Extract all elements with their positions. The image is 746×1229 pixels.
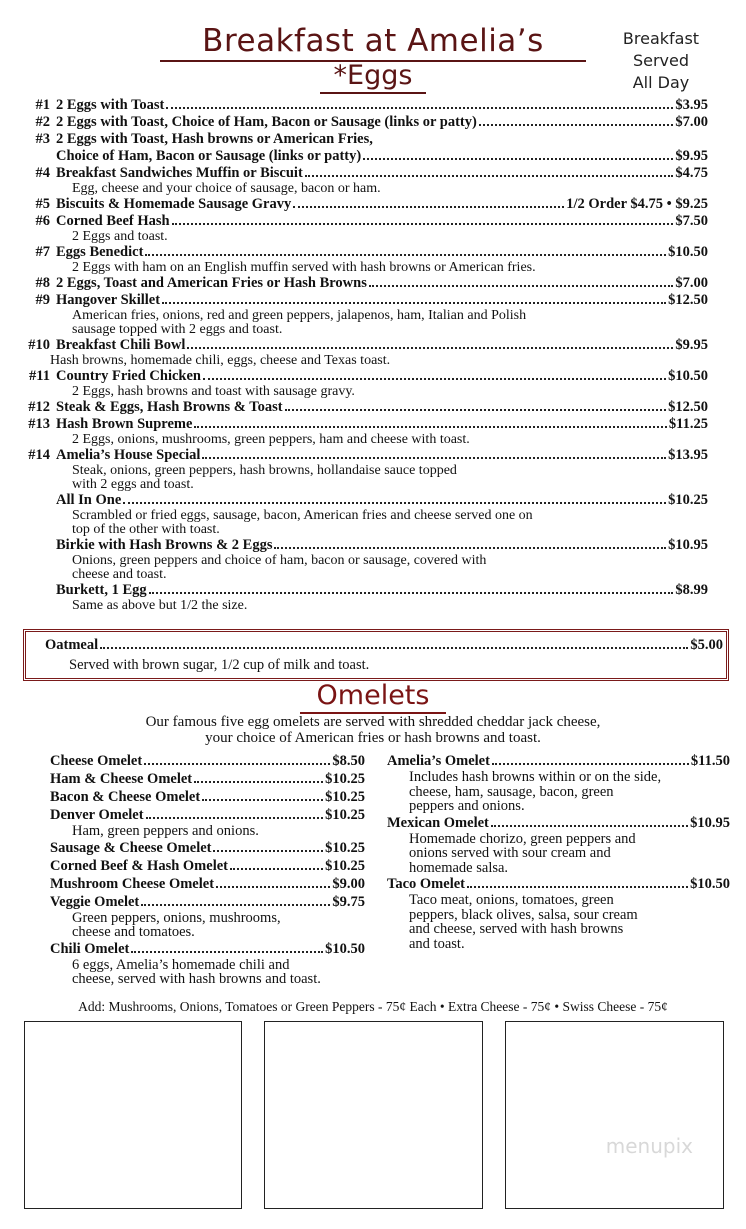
menu-item	[16, 148, 708, 165]
dot-leader	[467, 886, 688, 888]
item-name: 2 Eggs with Toast, Hash browns or American Fries,	[56, 131, 373, 147]
menu-item	[50, 752, 365, 770]
item-price: $8.99	[675, 582, 708, 598]
item-name: 2 Eggs with Toast, Choice of Ham, Bacon or Sausage (links or patty)	[56, 114, 477, 130]
dot-leader	[162, 302, 666, 304]
dot-leader	[194, 781, 323, 783]
served-all-day-note	[606, 28, 716, 94]
item-name: Amelia’s House Special	[56, 447, 201, 463]
menu-item	[387, 814, 730, 832]
omelets-right-column	[387, 752, 730, 951]
dot-leader	[194, 426, 666, 428]
item-description: sausage topped with 2 eggs and toast.	[72, 322, 283, 337]
menu-item	[16, 196, 708, 213]
dot-leader	[187, 347, 673, 349]
item-price: $10.25	[668, 492, 708, 508]
item-description: 2 Eggs, hash browns and toast with sausage gravy.	[72, 384, 355, 399]
item-price: $10.95	[668, 537, 708, 553]
image-placeholder	[24, 1021, 242, 1209]
dot-leader	[293, 206, 564, 208]
image-placeholder	[505, 1021, 724, 1209]
dot-leader	[141, 904, 330, 906]
item-name: Chili Omelet	[50, 940, 130, 957]
item-name: Birkie with Hash Browns & 2 Eggs	[56, 537, 273, 553]
item-name: Hangover Skillet	[56, 292, 161, 308]
item-price: $13.95	[668, 447, 708, 463]
dot-leader	[149, 592, 674, 594]
item-number: #3	[35, 131, 50, 147]
menu-item	[50, 857, 365, 875]
served-line: Served	[632, 51, 690, 70]
intro-line: your choice of American fries or hash browns and toast.	[205, 730, 541, 746]
item-name: Breakfast Sandwiches Muffin or Biscuit	[56, 165, 303, 181]
item-price: $9.95	[675, 337, 708, 353]
item-description: cheese and toast.	[72, 567, 167, 582]
item-description: and toast.	[409, 935, 465, 952]
item-name: Biscuits & Homemade Sausage Gravy	[56, 196, 292, 212]
menu-item	[29, 637, 723, 654]
item-description: Homemade chorizo, green peppers and	[409, 830, 636, 847]
menu-item	[16, 537, 708, 554]
item-name: 2 Eggs, Toast and American Fries or Hash Browns	[56, 275, 367, 291]
item-description: Egg, cheese and your choice of sausage, bacon or ham.	[72, 181, 381, 196]
dot-leader	[213, 850, 323, 852]
item-name: Steak & Eggs, Hash Browns & Toast	[56, 399, 283, 415]
item-price: $7.00	[675, 275, 708, 291]
menu-item	[50, 770, 365, 788]
intro-line: Our famous five egg omelets are served with shredded cheddar jack cheese,	[145, 714, 601, 730]
item-description: cheese, ham, sausage, bacon, green	[409, 783, 614, 800]
item-description: homemade salsa.	[409, 859, 509, 876]
item-price: $7.00	[675, 114, 708, 130]
item-name: Mushroom Cheese Omelet	[50, 875, 215, 892]
item-description: 2 Eggs, onions, mushrooms, green peppers, ham and cheese with toast.	[72, 432, 470, 447]
image-placeholder	[264, 1021, 483, 1209]
menu-item	[387, 875, 730, 893]
item-price: $5.00	[690, 637, 723, 653]
menu-item	[50, 875, 365, 893]
menu-item	[16, 492, 708, 509]
watermark-logo: menupix	[605, 1134, 693, 1158]
item-description: Steak, onions, green peppers, hash browns, hollandaise sauce topped	[72, 463, 457, 478]
dot-leader	[131, 951, 323, 953]
menu-item	[16, 447, 708, 464]
item-price: $4.75	[675, 165, 708, 181]
dot-leader	[369, 285, 674, 287]
item-description: American fries, onions, red and green peppers, jalapenos, ham, Italian and Polish	[72, 308, 527, 323]
dot-leader	[146, 817, 324, 819]
menu-item	[16, 213, 708, 230]
menu-item	[16, 337, 708, 354]
dot-leader	[144, 763, 330, 765]
menu-item	[16, 131, 708, 148]
item-price: $9.00	[332, 875, 365, 892]
item-number: #8	[35, 275, 50, 291]
item-number: #14	[28, 447, 50, 463]
item-description: top of the other with toast.	[72, 522, 220, 537]
menu-item	[16, 244, 708, 261]
item-number: #11	[29, 368, 50, 384]
item-price: $10.95	[690, 814, 730, 831]
dot-leader	[491, 825, 688, 827]
item-name: Amelia’s Omelet	[387, 753, 490, 769]
item-number: #1	[35, 97, 50, 113]
item-description: 6 eggs, Amelia’s homemade chili and	[72, 956, 290, 973]
item-number: #2	[35, 114, 50, 130]
item-name: Country Fried Chicken	[56, 368, 201, 384]
dot-leader	[492, 763, 689, 765]
item-name: Oatmeal	[45, 637, 99, 653]
item-price: $10.25	[325, 839, 365, 856]
item-price: $12.50	[668, 399, 708, 415]
menu-item	[16, 368, 708, 385]
item-price: 1/2 Order $4.75 • $9.25	[566, 196, 708, 212]
item-name: Taco Omelet	[387, 876, 465, 892]
item-name: Corned Beef Hash	[56, 213, 170, 229]
menu-item	[16, 399, 708, 416]
item-description: peppers, black olives, salsa, sour cream	[409, 906, 638, 923]
item-description: Served with brown sugar, 1/2 cup of milk and toast.	[69, 657, 370, 673]
item-name: Choice of Ham, Bacon or Sausage (links or patty)	[56, 148, 362, 164]
menu-item	[16, 165, 708, 182]
item-number: #6	[35, 213, 50, 229]
item-price: $10.50	[668, 368, 708, 384]
item-price: $12.50	[668, 292, 708, 308]
item-number: #13	[28, 416, 50, 432]
item-description: Same as above but 1/2 the size.	[72, 598, 248, 613]
item-description: Includes hash browns within or on the side,	[409, 769, 662, 785]
dot-leader	[230, 868, 323, 870]
item-price: $10.25	[325, 807, 365, 823]
item-name: All In One	[56, 492, 122, 508]
menu-item	[16, 416, 708, 433]
item-description: with 2 eggs and toast.	[72, 477, 194, 492]
menu-item	[50, 839, 365, 857]
item-description: Hash browns, homemade chili, eggs, cheese and Texas toast.	[50, 353, 391, 368]
item-number: #9	[35, 292, 50, 308]
item-price: $9.75	[332, 893, 365, 910]
dot-leader	[202, 799, 323, 801]
served-line: All Day	[632, 73, 690, 92]
menu-title: Breakfast at Amelia’s	[160, 22, 586, 62]
dot-leader	[100, 647, 688, 649]
dot-leader	[479, 124, 674, 126]
dot-leader	[145, 254, 666, 256]
item-price: $10.25	[325, 857, 365, 874]
dot-leader	[202, 457, 666, 459]
item-description: Taco meat, onions, tomatoes, green	[409, 892, 614, 908]
menu-item	[50, 940, 365, 958]
item-name: Sausage & Cheese Omelet	[50, 839, 212, 856]
menu-item	[16, 114, 708, 131]
dot-leader	[305, 175, 674, 177]
item-number: #12	[28, 399, 50, 415]
item-name: Veggie Omelet	[50, 893, 140, 910]
item-description: cheese, served with hash browns and toast.	[72, 971, 321, 987]
dot-leader	[172, 223, 674, 225]
item-price: $11.50	[690, 753, 730, 769]
item-number: #7	[35, 244, 50, 260]
item-description: 2 Eggs and toast.	[72, 229, 168, 244]
item-name: Eggs Benedict	[56, 244, 144, 260]
menu-item	[16, 582, 708, 599]
item-price: $9.95	[675, 148, 708, 164]
dot-leader	[166, 107, 673, 109]
item-name: Corned Beef & Hash Omelet	[50, 857, 228, 874]
menu-item	[16, 97, 708, 114]
item-price: $10.25	[325, 771, 365, 787]
oatmeal-box	[23, 629, 729, 681]
item-price: $8.50	[332, 753, 365, 769]
item-description: Onions, green peppers and choice of ham, bacon or sausage, covered with	[72, 553, 487, 568]
item-name: Bacon & Cheese Omelet	[50, 789, 201, 805]
menu-item	[50, 806, 365, 824]
item-name: Burkett, 1 Egg	[56, 582, 147, 598]
item-price: $10.50	[668, 244, 708, 260]
item-name: 2 Eggs with Toast	[56, 97, 165, 113]
addons-note: Add: Mushrooms, Onions, Tomatoes or Green Peppers - 75¢ Each • Extra Cheese - 75¢ • Swiss Cheese - 75¢	[78, 999, 668, 1014]
dot-leader	[216, 886, 330, 888]
menu-item	[387, 752, 730, 770]
item-description: cheese and tomatoes.	[72, 924, 195, 940]
item-description: onions served with sour cream and	[409, 845, 611, 861]
eggs-menu-list	[16, 97, 708, 613]
item-number: #5	[35, 196, 50, 212]
item-description: Ham, green peppers and onions.	[72, 823, 259, 839]
item-name: Ham & Cheese Omelet	[50, 771, 193, 787]
item-description: Scrambled or fried eggs, sausage, bacon, American fries and cheese served one on	[72, 508, 533, 523]
section-title-omelets: Omelets	[300, 680, 446, 714]
omelets-left-column	[50, 752, 365, 987]
dot-leader	[274, 547, 666, 549]
dot-leader	[203, 378, 666, 380]
item-name: Breakfast Chili Bowl	[56, 337, 186, 353]
dot-leader	[285, 409, 667, 411]
item-price: $10.50	[325, 940, 365, 957]
item-number: #10	[28, 337, 50, 353]
item-description: Green peppers, onions, mushrooms,	[72, 909, 281, 926]
item-description: and cheese, served with hash browns	[409, 921, 624, 937]
item-name: Cheese Omelet	[50, 753, 143, 769]
item-name: Hash Brown Supreme	[56, 416, 193, 432]
served-line: Breakfast	[622, 29, 700, 48]
item-name: Mexican Omelet	[387, 814, 489, 831]
item-description: 2 Eggs with ham on an English muffin served with hash browns or American fries.	[72, 260, 536, 275]
item-price: $10.25	[325, 789, 365, 805]
item-description: peppers and onions.	[409, 798, 525, 814]
omelets-intro	[0, 714, 746, 746]
dot-leader	[363, 158, 673, 160]
item-price: $3.95	[675, 97, 708, 113]
menu-item	[16, 275, 708, 292]
menu-item	[50, 893, 365, 911]
menu-item	[16, 292, 708, 309]
item-number: #4	[35, 165, 50, 181]
item-price: $7.50	[675, 213, 708, 229]
menu-item	[50, 788, 365, 806]
item-name: Denver Omelet	[50, 807, 144, 823]
item-price: $11.25	[668, 416, 708, 432]
section-title-eggs: *Eggs	[320, 60, 426, 94]
item-price: $10.50	[690, 876, 730, 892]
dot-leader	[123, 502, 666, 504]
